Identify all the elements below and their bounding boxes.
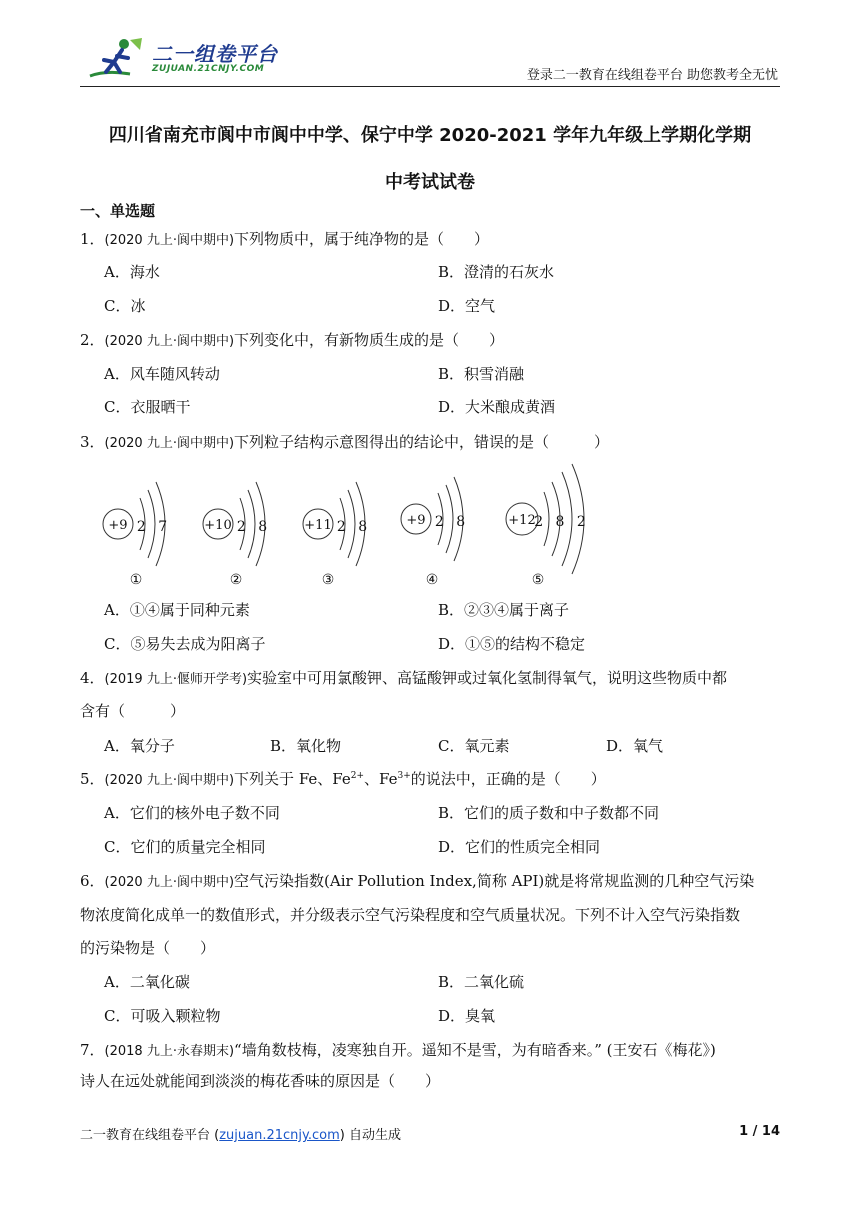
page-number: 1 / 14: [739, 1124, 780, 1139]
footer-text: 二一教育在线组卷平台 (: [80, 1128, 220, 1143]
question-number: 1．: [80, 230, 105, 248]
question-source: (2020 九上·阆中期中): [104, 773, 235, 788]
question-4: [80, 668, 780, 690]
question-1: [80, 229, 780, 251]
logo-url-text: ZUJUAN.21CNJY.COM: [152, 64, 265, 74]
question-number: 5．: [80, 770, 105, 788]
q6-option-a: A．二氧化碳: [104, 973, 190, 991]
question-number: 3．: [80, 433, 105, 451]
q5-option-c: C．它们的质量完全相同: [104, 838, 266, 856]
q5-option-d: D．它们的性质完全相同: [438, 838, 601, 856]
q4-option-a: A．氧分子: [104, 737, 175, 755]
ion-charge: 2+: [350, 771, 365, 781]
question-source: (2020 九上·阆中期中): [104, 436, 235, 451]
q2-option-a: A．风车随风转动: [104, 365, 220, 383]
q2-option-b: B．积雪消融: [438, 365, 525, 383]
question-3: [80, 432, 780, 454]
diagram-label: ②: [229, 572, 243, 588]
atom-diagram-5: [506, 464, 590, 588]
q3-option-c: C．⑤易失去成为阳离子: [104, 635, 266, 653]
question-7-line2: 诗人在远处就能闻到淡淡的梅花香味的原因是（ ）: [80, 1072, 441, 1090]
question-stem: 空气污染指数(Air Pollution Index,简称 API)就是将常规监测的几种空气污染: [234, 872, 755, 890]
question-source: (2020 九上·阆中期中): [104, 233, 235, 248]
shell-electrons: 2 7: [136, 519, 172, 535]
question-stem: 的说法中，正确的是（ ）: [410, 770, 606, 788]
question-number: 4．: [80, 669, 105, 687]
q6-option-d: D．臭氧: [438, 1007, 496, 1025]
q2-option-d: D．大米酿成黄酒: [438, 398, 556, 416]
q1-option-c: C．冰: [104, 297, 146, 315]
logo: [86, 34, 286, 82]
question-stem: “墙角数枝梅，凌寒独自开。遥知不是雪，为有暗香来。” (王安石《梅花》): [234, 1041, 716, 1059]
atom-diagram-3: [303, 482, 371, 588]
nucleus-label: +12: [508, 513, 536, 528]
q4-option-d: D．氧气: [606, 737, 664, 755]
question-7: [80, 1040, 780, 1062]
q3-option-a: A．①④属于同种元素: [104, 601, 250, 619]
page-footer: [80, 1124, 780, 1143]
question-6-line3: 的污染物是（ ）: [80, 939, 216, 957]
q6-option-c: C．可吸入颗粒物: [104, 1007, 221, 1025]
question-source: (2018 九上·永春期末): [104, 1044, 235, 1059]
atom-diagram-1: [103, 482, 171, 588]
runner-logo-icon: [86, 36, 148, 82]
ion-charge: 3+: [397, 771, 411, 781]
shell-electrons: 2 8: [236, 519, 272, 535]
question-number: 6．: [80, 872, 105, 890]
diagram-label: ①: [129, 572, 143, 588]
nucleus-label: +9: [108, 518, 128, 533]
question-stem: 下列物质中，属于纯净物的是（ ）: [234, 230, 490, 248]
question-stem: 下列关于 Fe、Fe: [234, 770, 351, 788]
q6-option-b: B．二氧化硫: [438, 973, 525, 991]
shell-electrons: 2 8 2: [534, 514, 590, 530]
logo-text: 二一组卷平台: [152, 42, 278, 66]
header-slogan: 登录二一教育在线组卷平台 助您教考全无忧: [526, 68, 778, 83]
question-stem: 下列变化中，有新物质生成的是（ ）: [234, 331, 505, 349]
question-source: (2020 九上·阆中期中): [104, 875, 235, 890]
question-source: (2019 九上·偃师开学考): [104, 672, 248, 687]
q2-option-c: C．衣服晒干: [104, 398, 191, 416]
page-header: [80, 34, 780, 87]
atom-diagram-4: [401, 477, 469, 588]
diagram-label: ③: [321, 572, 335, 588]
nucleus-label: +9: [406, 513, 426, 528]
question-5: [80, 769, 780, 791]
question-6: [80, 871, 780, 893]
section-heading: 一、单选题: [80, 202, 156, 220]
q3-option-d: D．①⑤的结构不稳定: [438, 635, 586, 653]
nucleus-label: +11: [304, 518, 332, 533]
q1-option-d: D．空气: [438, 297, 496, 315]
shell-electrons: 2 8: [336, 519, 372, 535]
q1-option-b: B．澄清的石灰水: [438, 263, 555, 281]
atom-structure-diagrams: [96, 462, 616, 592]
q1-option-a: A．海水: [104, 263, 160, 281]
shell-electrons: 2 8: [434, 514, 470, 530]
diagram-label: ④: [425, 572, 439, 588]
diagram-label: ⑤: [531, 572, 545, 588]
footer-text-suffix: ) 自动生成: [339, 1128, 401, 1143]
q4-option-b: B．氧化物: [270, 737, 342, 755]
nucleus-label: +10: [204, 518, 232, 533]
question-4-continued: 含有（ ）: [80, 702, 186, 720]
question-stem: 实验室中可用氯酸钾、高锰酸钾或过氧化氢制得氧气，说明这些物质中都: [247, 669, 728, 687]
q5-option-b: B．它们的质子数和中子数都不同: [438, 804, 660, 822]
question-number: 2．: [80, 331, 105, 349]
question-2: [80, 330, 780, 352]
q4-option-c: C．氧元素: [438, 737, 510, 755]
document-title-line2: 中考试试卷: [385, 172, 475, 193]
q5-option-a: A．它们的核外电子数不同: [104, 804, 280, 822]
atom-diagram-2: [203, 482, 271, 588]
question-stem: 、Fe: [364, 770, 398, 788]
document-title-line1: 四川省南充市阆中市阆中中学、保宁中学 2020-2021 学年九年级上学期化学期: [108, 125, 752, 146]
footer-link[interactable]: zujuan.21cnjy.com: [219, 1128, 340, 1143]
question-stem: 下列粒子结构示意图得出的结论中，错误的是（ ）: [234, 433, 610, 451]
q3-option-b: B．②③④属于离子: [438, 601, 570, 619]
question-source: (2020 九上·阆中期中): [104, 334, 235, 349]
question-number: 7．: [80, 1041, 105, 1059]
question-6-line2: 物浓度简化成单一的数值形式，并分级表示空气污染程度和空气质量状况。下列不计入空气污染指数: [80, 906, 741, 924]
